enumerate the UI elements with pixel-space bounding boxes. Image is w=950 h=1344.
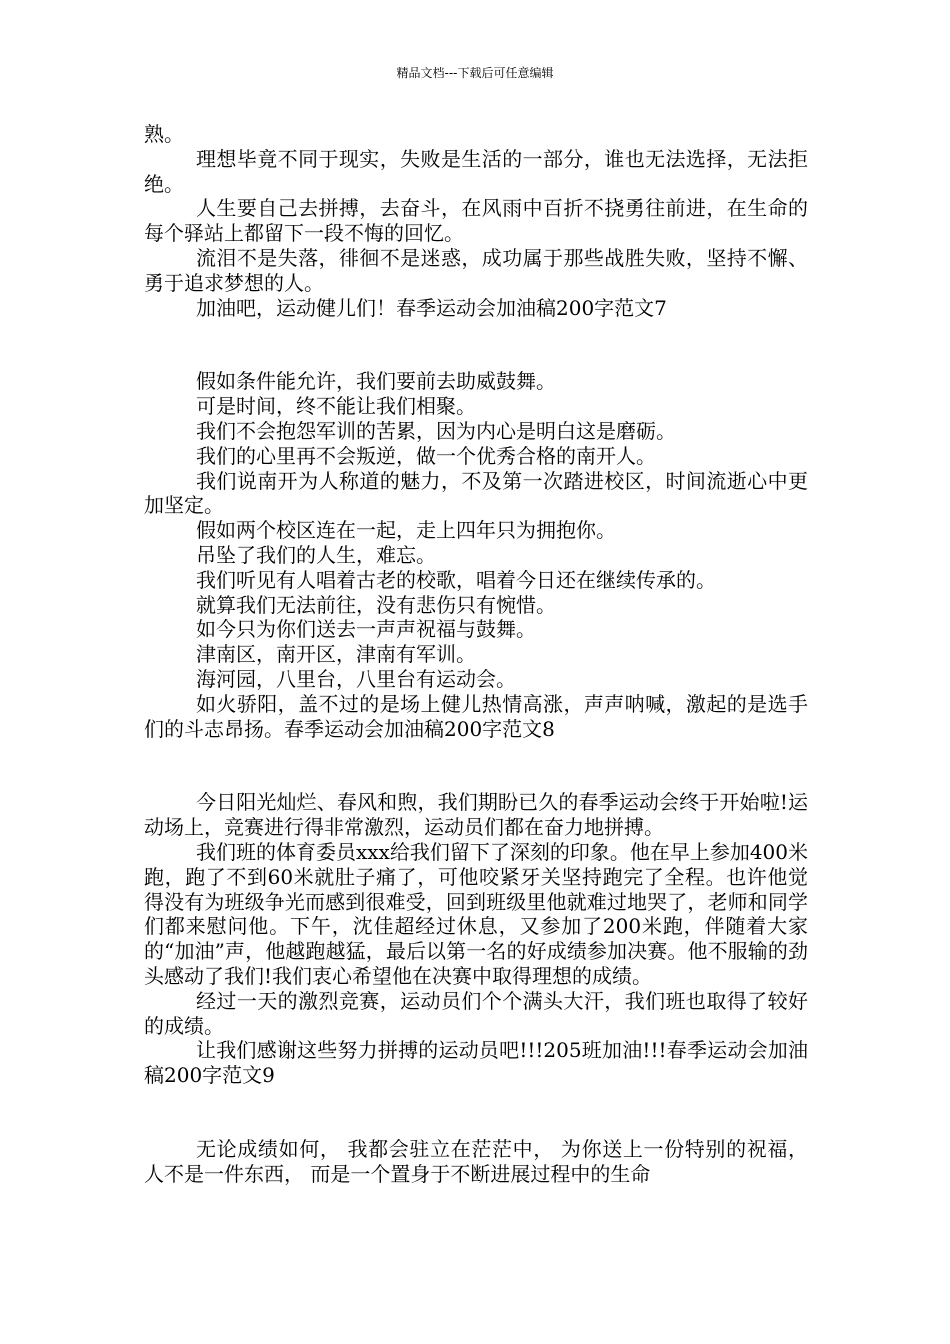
paragraph: 我们听见有人唱着古老的校歌，唱着今日还在继续传承的。 — [196, 567, 716, 592]
paragraph: 假如两个校区连在一起，走上四年只为拥抱你。 — [196, 518, 616, 543]
paragraph: 我们说南开为人称道的魅力，不及第一次踏进校区，时间流逝心中更加坚定。 — [144, 468, 808, 518]
paragraph: 人生要自己去拼搏，去奋斗，在风雨中百折不挠勇往前进，在生命的每个驿站上都留下一段不悔的回忆。 — [144, 196, 808, 246]
paragraph: 我们不会抱怨军训的苦累，因为内心是明白这是磨砺。 — [196, 418, 676, 443]
paragraph: 海河园，八里台，八里台有运动会。 — [196, 666, 516, 691]
section-gap — [144, 320, 808, 369]
paragraph: 无论成绩如何， 我都会驻立在茫茫中， 为你送上一份特别的祝福， 人不是一件东西， 而是一个置身于不断进展过程中的生命 — [144, 1136, 808, 1186]
paragraph: 理想毕竟不同于现实，失败是生活的一部分，谁也无法选择，无法拒绝。 — [144, 146, 808, 196]
paragraph: 熟。 — [144, 122, 184, 146]
paragraph: 今日阳光灿烂、春风和煦，我们期盼已久的春季运动会终于开始啦!运动场上，竞赛进行得非常激烈，运动员们都在奋力地拼搏。 — [144, 790, 808, 840]
paragraph: 我们班的体育委员xxx给我们留下了深刻的印象。他在早上参加400米跑，跑了不到60米就肚子痛了，可他咬紧牙关坚持跑完了全程。也许他觉得没有为班级争光而感到很难受，回到班级里他就难过地哭了，老师和同学们都来慰问他。下午，沈佳超经过休息，又参加了200米跑，伴随着大家的“加油”声，他越跑越猛，最后以第一名的好成绩参加决赛。他不服输的劲头感动了我们!我们衷心希望他在决赛中取得理想的成绩。 — [144, 839, 809, 988]
paragraph: 我们的心里再不会叛逆，做一个优秀合格的南开人。 — [196, 443, 656, 468]
paragraph: 就算我们无法前往，没有悲伤只有惋惜。 — [196, 592, 556, 617]
section-gap — [144, 1088, 808, 1137]
paragraph: 可是时间，终不能让我们相聚。 — [196, 394, 476, 419]
paragraph: 加油吧，运动健儿们！春季运动会加油稿200字范文7 — [196, 295, 667, 320]
paragraph: 吊坠了我们的人生，难忘。 — [196, 542, 436, 567]
paragraph: 津南区，南开区，津南有军训。 — [196, 642, 476, 667]
paragraph: 假如条件能允许，我们要前去助威鼓舞。 — [196, 369, 556, 394]
section-gap — [144, 741, 808, 790]
paragraph: 经过一天的激烈竞赛，运动员们个个满头大汗，我们班也取得了较好的成绩。 — [144, 988, 808, 1038]
paragraph: 如今只为你们送去一声声祝福与鼓舞。 — [196, 617, 536, 642]
document-body — [144, 122, 808, 1186]
paragraph: 如火骄阳，盖不过的是场上健儿热情高涨，声声呐喊，激起的是选手们的斗志昂扬。春季运动会加油稿200字范文8 — [144, 691, 808, 741]
paragraph: 让我们感谢这些努力拼搏的运动员吧!!!205班加油!!!春季运动会加油稿200字范文9 — [144, 1038, 808, 1088]
page-header: 精品文档---下载后可任意编辑 — [396, 66, 554, 80]
paragraph: 流泪不是失落，徘徊不是迷惑，成功属于那些战胜失败，坚持不懈、勇于追求梦想的人。 — [144, 245, 808, 295]
